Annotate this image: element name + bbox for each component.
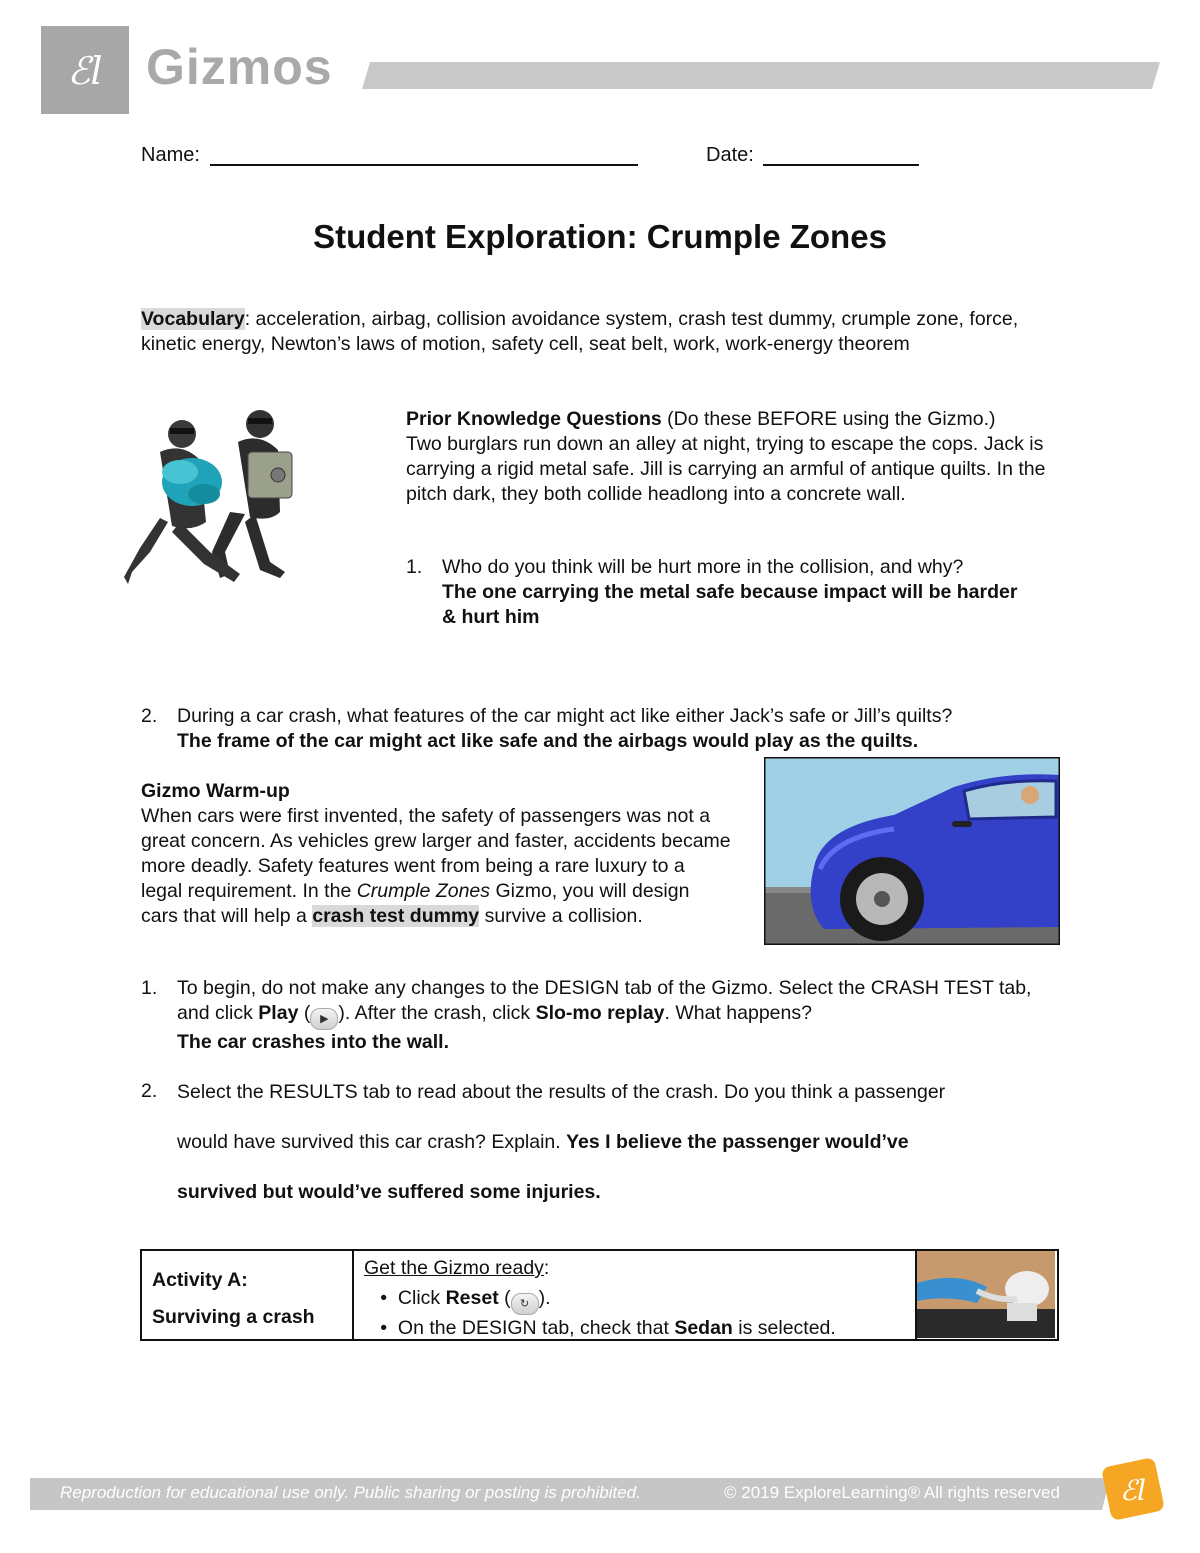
- activity-instructions-cell: [364, 1255, 924, 1341]
- warmup-question-1: 1. To begin, do not make any changes to the DESIGN tab of the Gizmo. Select the CRASH TEST tab, and click Play ( ▶ ). After the crash, click Slo-mo replay. What happens? The car crashes into the wall.: [141, 977, 1032, 1053]
- explorelearning-badge-icon: [1098, 1454, 1168, 1524]
- vocabulary-terms: : acceleration, airbag, collision avoidance system, crash test dummy, crumple zone, force, kinetic energy, Newton’s laws of motion, safety cell, seat belt, work, work-energy theorem: [141, 308, 1019, 355]
- reset-label: Reset: [445, 1287, 499, 1309]
- activity-label: Activity A:: [152, 1269, 248, 1291]
- footer-disclaimer: Reproduction for educational use only. Public sharing or posting is prohibited.: [60, 1483, 641, 1502]
- question-text: Select the RESULTS tab to read about the results of the crash. Do you think a passenger: [177, 1081, 946, 1103]
- prior-question-1: [406, 555, 1036, 630]
- activity-subtitle: Surviving a crash: [152, 1306, 315, 1328]
- warmup-question-2: [141, 1079, 1061, 1217]
- answer-text[interactable]: The frame of the car might act like safe and the airbags would play as the quilts.: [177, 730, 919, 752]
- question-number: 2.: [141, 705, 158, 727]
- play-label: Play: [258, 1002, 299, 1024]
- svg-text:ℰl: ℰl: [67, 49, 103, 93]
- prior-knowledge-body: Two burglars run down an alley at night, trying to escape the cops. Jack is carrying a rigid metal safe. Jill is carrying an armful of antique quilts. In the pitch dark, they both collide headlong into a concrete wall.: [406, 433, 1046, 505]
- name-label: Name:: [141, 144, 200, 166]
- warmup-text-1: When cars were first invented, the safety of passengers was not a great concern. As vehicles grew larger and faster, accidents became more deadly. Safety features went from being a rare luxury to a legal requirement. In the: [141, 805, 731, 902]
- date-label: Date:: [706, 144, 754, 166]
- activity-step-2: • On the DESIGN tab, check that Sedan is selected.: [364, 1317, 836, 1339]
- gizmos-logo: [41, 26, 129, 114]
- name-field[interactable]: [210, 164, 638, 166]
- answer-text-1[interactable]: Yes I believe the passenger would’ve: [566, 1131, 909, 1153]
- get-ready-heading: Get the Gizmo ready: [364, 1257, 544, 1279]
- svg-text:ℰl: ℰl: [1120, 1474, 1146, 1507]
- slomo-label: Slo-mo replay: [535, 1002, 665, 1024]
- question-text-c: . What happens?: [664, 1002, 812, 1024]
- answer-text[interactable]: The one carrying the metal safe because impact will be harder & hurt him: [442, 581, 1018, 628]
- explorelearning-logo-icon: [41, 26, 129, 114]
- step-text-end: is selected.: [732, 1317, 836, 1339]
- prior-knowledge-note: (Do these BEFORE using the Gizmo.): [661, 408, 996, 430]
- burglars-illustration: [120, 402, 310, 592]
- question-text: During a car crash, what features of the car might act like either Jack’s safe or Jill’s quilts?: [177, 705, 953, 727]
- question-number: 1.: [141, 977, 158, 999]
- warmup-heading: Gizmo Warm-up: [141, 780, 290, 802]
- warmup-text-3: survive a collision.: [479, 905, 643, 927]
- prior-question-2: [141, 704, 1071, 754]
- answer-text[interactable]: The car crashes into the wall.: [177, 1031, 450, 1053]
- question-text: Who do you think will be hurt more in the collision, and why?: [442, 556, 964, 578]
- page-title: Student Exploration: Crumple Zones: [313, 218, 887, 255]
- play-icon: ▶: [310, 1008, 338, 1030]
- warmup-text-2: Gizmo, you will design cars that will help a: [141, 880, 690, 927]
- footer-copyright: © 2019 ExploreLearning® All rights reserved: [724, 1483, 1060, 1502]
- step-text: Click: [397, 1287, 446, 1309]
- activity-image-cell: [915, 1251, 1057, 1339]
- header-bar: [362, 62, 1160, 89]
- date-field[interactable]: [763, 164, 919, 166]
- step-text: On the DESIGN tab, check that: [397, 1317, 675, 1339]
- activity-step-1: • Click Reset ( ↻ ).: [364, 1285, 924, 1315]
- car-illustration: [764, 757, 1060, 945]
- crash-dummy-thumbnail: [917, 1251, 1055, 1338]
- step-text-end: ).: [538, 1287, 551, 1309]
- question-number: 1.: [406, 556, 423, 578]
- warmup-paragraph: [141, 779, 731, 929]
- prior-knowledge-intro: [406, 407, 1066, 507]
- sedan-label: Sedan: [674, 1317, 733, 1339]
- get-ready-colon: :: [543, 1257, 550, 1279]
- answer-text-2[interactable]: survived but would’ve suffered some injuries.: [177, 1181, 601, 1203]
- question-text-b: ). After the crash, click: [338, 1002, 536, 1024]
- question-text-2: would have survived this car crash? Explain.: [177, 1131, 567, 1153]
- reset-icon: ↻: [511, 1293, 539, 1315]
- activity-label-cell: [142, 1251, 354, 1339]
- activity-table: [140, 1249, 1059, 1341]
- brand-name: Gizmos: [146, 39, 333, 95]
- prior-knowledge-heading: Prior Knowledge Questions: [406, 408, 662, 430]
- gizmo-name: Crumple Zones: [356, 880, 491, 902]
- vocabulary-paragraph: [141, 307, 1071, 357]
- question-number: 2.: [141, 1080, 158, 1102]
- crash-test-dummy-term: crash test dummy: [312, 905, 480, 927]
- vocabulary-label: Vocabulary: [141, 308, 245, 330]
- question-text-a: To begin, do not make any changes to the DESIGN tab of the Gizmo. Select the CRASH TEST tab, and click: [177, 977, 1032, 1024]
